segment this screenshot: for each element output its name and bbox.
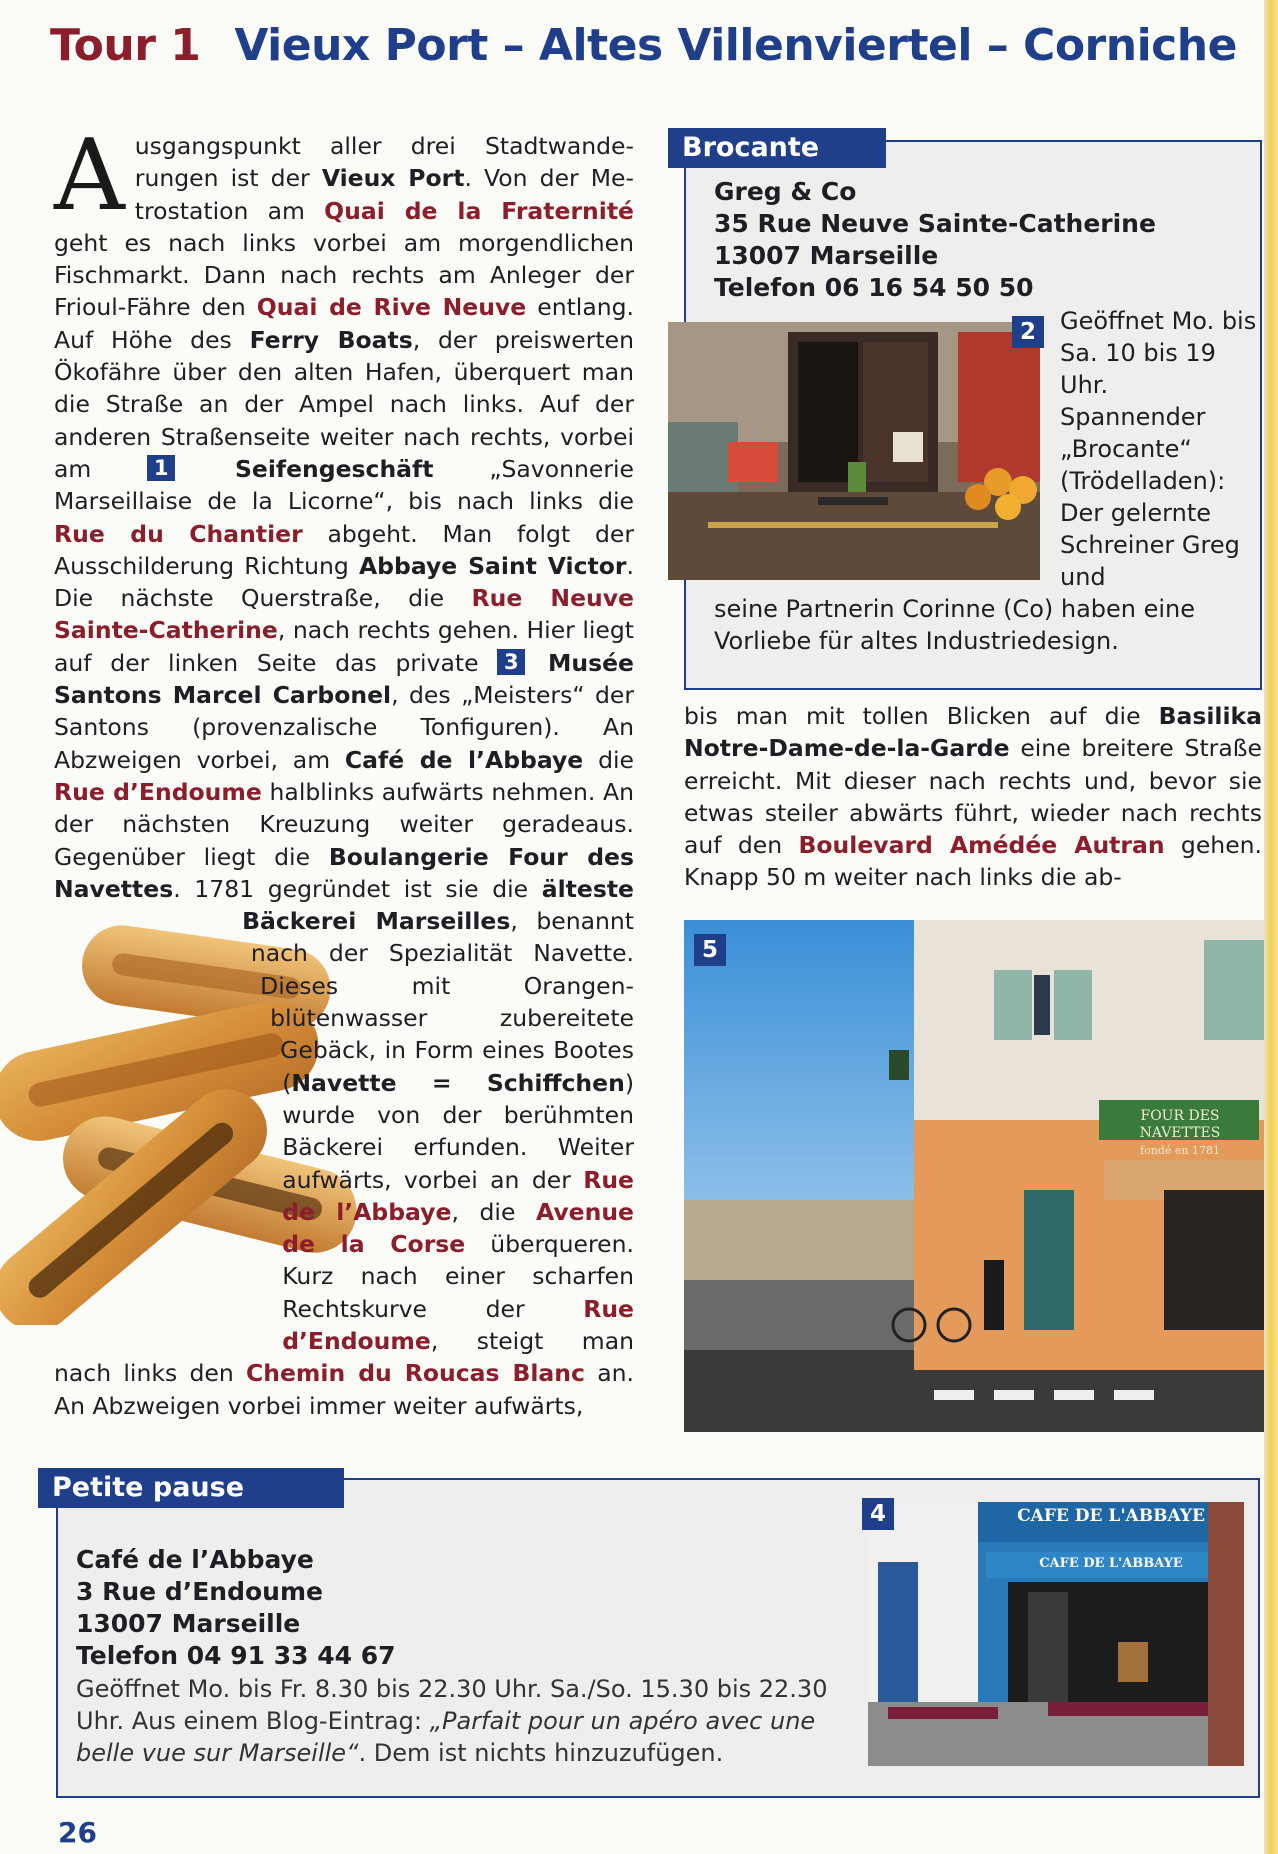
photo5-badge: 5 bbox=[694, 934, 726, 966]
petite-pause-label: Petite pause bbox=[38, 1468, 344, 1508]
brocante-badge: 2 bbox=[1012, 316, 1044, 348]
cafe-sign-awning: CAFE DE L'ABBAYE bbox=[1039, 1556, 1183, 1571]
brocante-address bbox=[714, 176, 1156, 304]
pause-end: . Dem ist nichts hinzuzufügen. bbox=[358, 1739, 724, 1767]
page-edge bbox=[1264, 0, 1278, 1854]
tour-title: Vieux Port – Altes Villenviertel – Corniche bbox=[234, 20, 1237, 71]
left-column-text: Ausgangspunkt aller drei Stadtwanderungen ist der Vieux Port. Von der Metrostation am Quai de la Fraternité geht es nach links vorbei am morgendlichen Fischmarkt. Dann nach rechts am Anleger der Frioul-Fähre den Quai de Rive Neuve entlang. Auf Höhe des Ferry Boats, der preiswerten Ökofähre über den alten Hafen, überquert man die Straße an der Ampel nach links. Auf der anderen Straßenseite weiter nach rechts, vorbei am 1 Seifengeschäft „Savonnerie Marseillaise de la Licorne“, bis nach links die Rue du Chantier abgeht. Man folgt der Ausschilderung Richtung Abbaye Saint Victor. Die nächste Querstraße, die Rue Neuve Sainte-Catherine, nach rechts gehen. Hier liegt auf der linken Seite das private 3 Musée Santons Marcel Carbonel, des „Meisters“ der Santons (provenzalische Tonfiguren). An Abzweigen vorbei, am Café de l’Abbaye die Rue d’Endoume halblinks aufwärts nehmen. An der nächsten Kreuzung weiter geradeaus. Gegenüber liegt die Boulangerie Four des Navettes. 1781 gegründet ist sie die älteste Bäckerei Marseilles, benannt nach der Spezialität Navette. Dieses mit Orangenblütenwasser zubereitete Gebäck, in Form eines Bootes (Navette = Schiffchen) wurde von der berühmten Bäckerei erfunden. Weiter aufwärts, vorbei an der Rue de l’Abbaye, die Avenue de la Corse überqueren. Kurz nach einer scharfen Rechtskurve der Rue d’Endoume, steigt man nach links den Chemin du Roucas Blanc an. An Abzweigen vorbei immer weiter aufwärts, bbox=[54, 130, 634, 1422]
page-title bbox=[50, 20, 1237, 71]
tour-number: Tour 1 bbox=[50, 20, 201, 71]
pause-address bbox=[76, 1544, 396, 1672]
cafe-sign-top: CAFE DE L'ABBAYE bbox=[1017, 1506, 1205, 1526]
navette-cookies-image bbox=[0, 905, 380, 1325]
pause-city: 13007 Marseille bbox=[76, 1609, 301, 1638]
pause-description bbox=[76, 1673, 876, 1769]
page-number: 26 bbox=[58, 1816, 97, 1849]
pause-phone: Telefon 04 91 33 44 67 bbox=[76, 1641, 396, 1670]
pause-street: 3 Rue d’Endoume bbox=[76, 1577, 323, 1606]
brocante-label: Brocante bbox=[668, 128, 886, 168]
cafe-abbaye-photo bbox=[868, 1502, 1244, 1766]
brocante-city: 13007 Marseille bbox=[714, 241, 939, 270]
brocante-street: 35 Rue Neuve Sainte-Catherine bbox=[714, 209, 1156, 238]
brocante-name: Greg & Co bbox=[714, 177, 857, 206]
right-column-text: bis man mit tollen Blicken auf die Basilika Notre-Dame-de-la-Garde eine breitere Straße erreicht. Mit dieser nach rechts und, bevor sie etwas steiler abwärts führt, wieder nach rechts auf den Boulevard Amédée Autran gehen. Knapp 50 m weiter nach links die ab- bbox=[684, 702, 1263, 892]
brocante-shop-photo bbox=[668, 322, 1040, 580]
brocante-phone: Telefon 06 16 54 50 50 bbox=[714, 273, 1034, 302]
navettes-sign: FOUR DES NAVETTES bbox=[1139, 1108, 1221, 1141]
pause-name: Café de l’Abbaye bbox=[76, 1545, 314, 1574]
photo4-badge: 4 bbox=[862, 1498, 894, 1530]
four-des-navettes-photo bbox=[684, 920, 1264, 1432]
brocante-description-cont: seine Partnerin Corinne (Co) haben eine Vorliebe für altes Industriedesign. bbox=[714, 595, 1196, 655]
brocante-description: Geöffnet Mo. bis Sa. 10 bis 19 Uhr. Spannender „Brocante“ (Trödelladen): Der gelernte Schreiner Greg und bbox=[1060, 307, 1257, 591]
navettes-sign-sub: fondé en 1781 bbox=[1140, 1144, 1220, 1157]
pause-quote: „Parfait pour un apéro avec une belle vue sur Marseille“ bbox=[76, 1707, 816, 1767]
pause-hours: Geöffnet Mo. bis Fr. 8.30 bis 22.30 Uhr. Sa./So. 15.30 bis 22.30 Uhr. Aus einem Blog-Eintrag: bbox=[76, 1675, 828, 1735]
